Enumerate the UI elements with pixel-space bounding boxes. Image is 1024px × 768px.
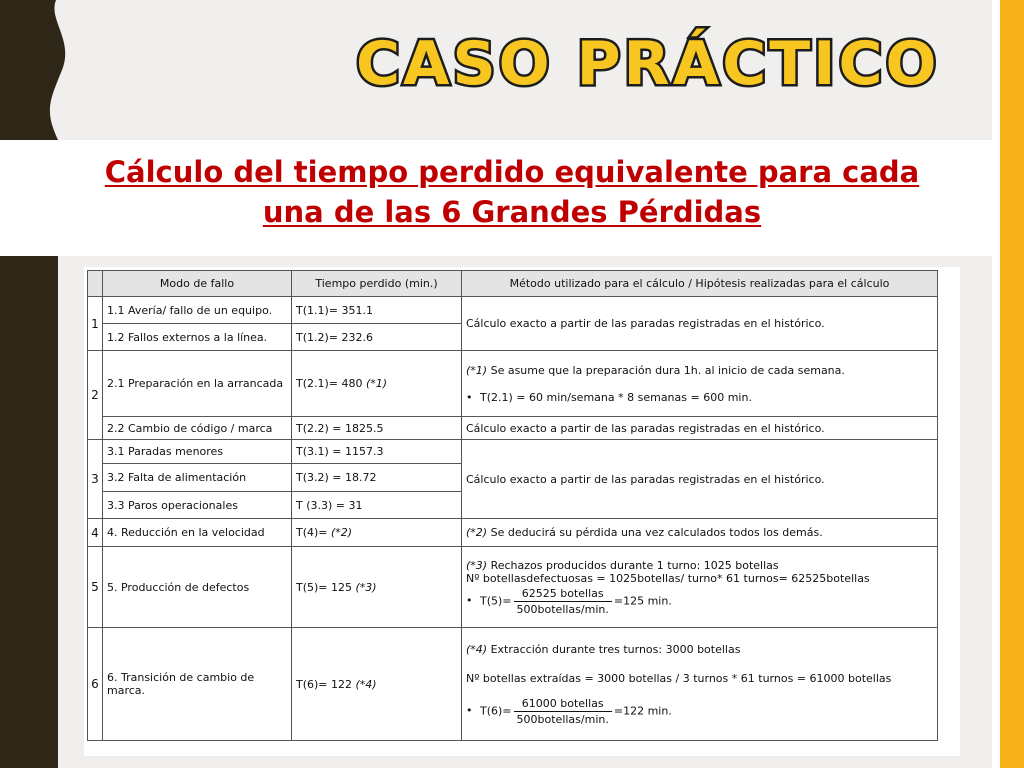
time-value: T(5)= 125 <box>296 580 356 594</box>
method-text: Extracción durante tres turnos: 3000 botellas <box>487 642 741 656</box>
table-row <box>88 547 938 628</box>
method-text: Se asume que la preparación dura 1h. al inicio de cada semana. <box>487 363 845 377</box>
group-number: 1 <box>88 297 103 351</box>
group-number: 3 <box>88 440 103 519</box>
fraction-numerator: 61000 botellas <box>514 697 612 712</box>
header-method: Método utilizado para el cálculo / Hipótesis realizadas para el cálculo <box>462 271 938 297</box>
time-cell <box>292 519 462 547</box>
bullet: • <box>466 390 473 404</box>
method-cell: Cálculo exacto a partir de las paradas registradas en el histórico. <box>462 440 938 519</box>
time-cell <box>292 628 462 741</box>
fraction-numerator: 62525 botellas <box>514 587 612 602</box>
method-text: Nº botellasdefectuosas = 1025botellas/ turno* 61 turnos= 62525botellas <box>466 571 870 585</box>
table-row <box>88 519 938 547</box>
footnote-ref: (*3) <box>355 580 377 594</box>
subtitle-line-2: una de las 6 Grandes Pérdidas <box>262 195 762 229</box>
decorative-left-band <box>0 0 80 768</box>
header-mode: Modo de fallo <box>103 271 292 297</box>
equation-lhs: T(6)= <box>480 704 512 717</box>
fraction-denominator: 500botellas/min. <box>516 602 609 616</box>
equation-rhs: =122 min. <box>613 704 672 717</box>
group-number: 4 <box>88 519 103 547</box>
table-row <box>88 351 938 417</box>
method-cell <box>462 628 938 741</box>
mode-cell: 2.2 Cambio de código / marca <box>103 417 292 440</box>
time-value: T(2.1)= 480 <box>296 377 367 390</box>
group-number: 6 <box>88 628 103 741</box>
footnote-ref: (*1) <box>366 377 388 390</box>
bullet: • <box>466 594 473 607</box>
time-cell: T(1.2)= 232.6 <box>292 324 462 351</box>
method-cell: Cálculo exacto a partir de las paradas registradas en el histórico. <box>462 417 938 440</box>
mode-text: 6. Transición de cambio de <box>107 671 255 684</box>
time-value: T(6)= 122 <box>296 677 356 691</box>
footnote-ref: (*1) <box>466 363 488 377</box>
method-text: Rechazos producidos durante 1 turno: 1025 botellas <box>487 558 779 572</box>
time-value: T(4)= <box>296 526 332 539</box>
equation-rhs: =125 min. <box>613 594 672 607</box>
group-number: 2 <box>88 351 103 440</box>
mode-text: marca. <box>107 684 146 697</box>
mode-cell: 2.1 Preparación en la arrancada <box>103 351 292 417</box>
group-number: 5 <box>88 547 103 628</box>
mode-cell: 4. Reducción en la velocidad <box>103 519 292 547</box>
method-bullet-text: T(2.1) = 60 min/semana * 8 semanas = 600 min. <box>480 390 752 404</box>
mode-cell: 3.2 Falta de alimentación <box>103 464 292 492</box>
mode-cell: 3.1 Paradas menores <box>103 440 292 464</box>
mode-cell: 3.3 Paros operacionales <box>103 492 292 519</box>
mode-cell: 1.1 Avería/ fallo de un equipo. <box>103 297 292 324</box>
header-group <box>88 271 103 297</box>
equation-lhs: T(5)= <box>480 594 512 607</box>
footnote-ref: (*2) <box>466 526 488 539</box>
time-cell: T (3.3) = 31 <box>292 492 462 519</box>
footnote-ref: (*4) <box>466 642 488 656</box>
decorative-right-gap <box>992 0 1000 768</box>
method-cell <box>462 547 938 628</box>
mode-cell: 5. Producción de defectos <box>103 547 292 628</box>
method-cell <box>462 519 938 547</box>
losses-table <box>87 270 938 741</box>
table-row <box>88 440 938 464</box>
time-cell <box>292 547 462 628</box>
footnote-ref: (*4) <box>355 677 377 691</box>
equation-fraction <box>514 697 612 726</box>
mode-cell <box>103 628 292 741</box>
footnote-ref: (*2) <box>331 526 353 539</box>
method-text: Nº botellas extraídas = 3000 botellas / 3 turnos * 61 turnos = 61000 botellas <box>466 671 892 685</box>
equation-fraction <box>514 587 612 616</box>
method-text: Se deducirá su pérdida una vez calculados todos los demás. <box>487 526 823 539</box>
losses-table-container <box>84 267 960 756</box>
time-cell: T(3.1) = 1157.3 <box>292 440 462 464</box>
time-cell <box>292 351 462 417</box>
header-time: Tiempo perdido (min.) <box>292 271 462 297</box>
table-header-row <box>88 271 938 297</box>
slide-title: CASO PRÁCTICO <box>356 29 940 99</box>
bullet: • <box>466 704 473 717</box>
table-row <box>88 628 938 741</box>
time-cell: T(1.1)= 351.1 <box>292 297 462 324</box>
method-cell <box>462 351 938 417</box>
table-row <box>88 297 938 324</box>
footnote-ref: (*3) <box>466 558 488 572</box>
subtitle-line-1: Cálculo del tiempo perdido equivalente para cada <box>104 155 920 189</box>
time-cell: T(2.2) = 1825.5 <box>292 417 462 440</box>
fraction-denominator: 500botellas/min. <box>516 712 609 726</box>
table-row <box>88 417 938 440</box>
slide-subtitle <box>0 152 1024 232</box>
mode-cell: 1.2 Fallos externos a la línea. <box>103 324 292 351</box>
method-cell: Cálculo exacto a partir de las paradas registradas en el histórico. <box>462 297 938 351</box>
decorative-right-stripe <box>1000 0 1024 768</box>
time-cell: T(3.2) = 18.72 <box>292 464 462 492</box>
